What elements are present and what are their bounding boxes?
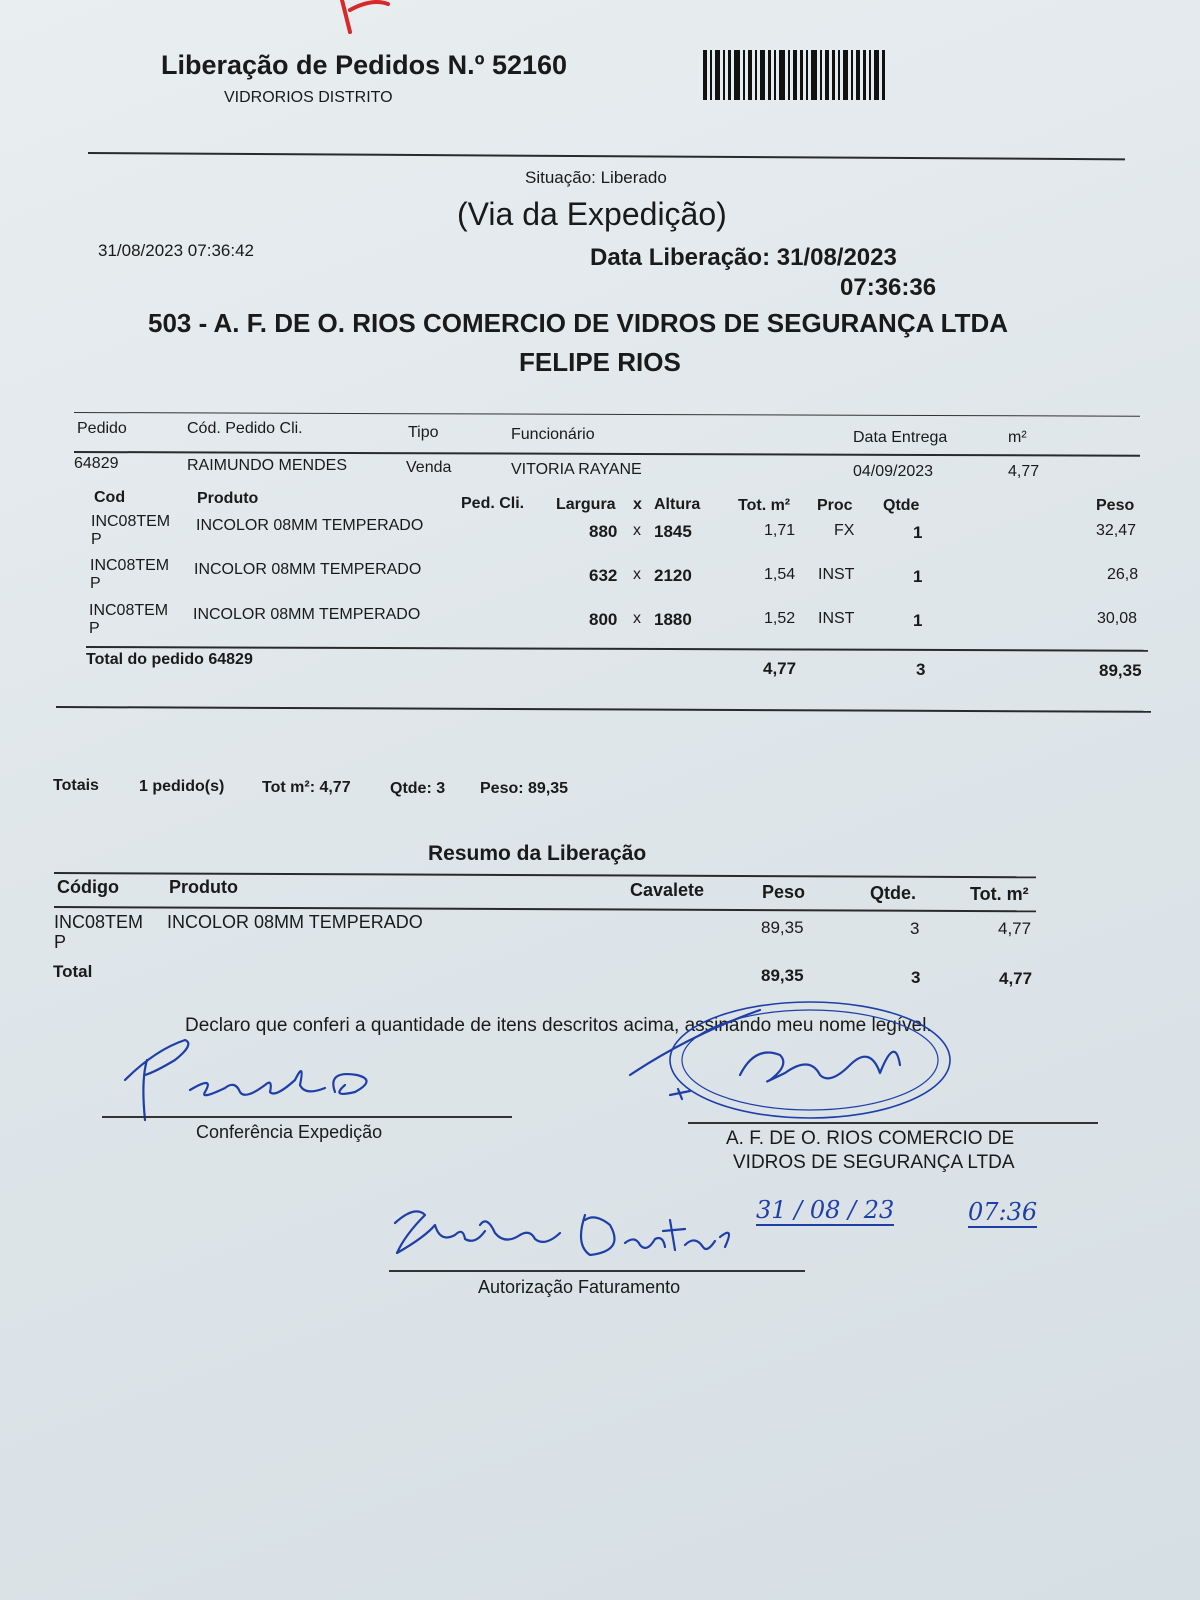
release-date: Data Liberação: 31/08/2023: [590, 244, 897, 271]
autorizacao-label: Autorização Faturamento: [478, 1277, 681, 1297]
status-label: Situação: Liberado: [525, 168, 667, 187]
order-tipo: Venda: [406, 459, 452, 476]
item-header-ped-cli: Ped. Cli.: [461, 495, 525, 512]
resumo-header-produto: Produto: [169, 877, 238, 897]
order-total-qtde: 3: [916, 660, 926, 679]
item-row-2-tot-m2: 1,54: [764, 566, 796, 583]
totais-label: Totais: [53, 777, 99, 794]
handwritten-time: 07:36: [968, 1198, 1038, 1226]
item-header-altura: Altura: [654, 496, 701, 513]
order-total-m2: 4,77: [763, 659, 797, 678]
client-contact: FELIPE RIOS: [519, 347, 681, 377]
document-title: Liberação de Pedidos N.º 52160: [161, 50, 568, 80]
declaration-text: Declaro que conferi a quantidade de itens descritos acima, assinando meu nome legível.: [185, 1015, 932, 1036]
resumo-header-tot-m2: Tot. m²: [970, 884, 1029, 904]
item-header-produto: Produto: [197, 490, 259, 507]
order-table-top-rule: [74, 412, 1140, 417]
empresa-name-line2: VIDROS DE SEGURANÇA LTDA: [733, 1152, 1015, 1173]
autorizacao-signature-line: [389, 1270, 805, 1272]
resumo-row-peso: 89,35: [761, 918, 804, 937]
col-header-pedido: Pedido: [77, 420, 127, 437]
barcode-icon: [703, 50, 885, 100]
resumo-title: Resumo da Liberação: [428, 842, 647, 865]
item-row-2-peso: 26,8: [1107, 566, 1139, 583]
resumo-header-cavalete: Cavalete: [630, 880, 705, 900]
item-row-2-qtde: 1: [913, 567, 923, 586]
company-name: VIDRORIOS DISTRITO: [224, 89, 393, 106]
item-row-1-proc: FX: [834, 522, 855, 539]
col-header-funcionario: Funcionário: [511, 426, 595, 443]
col-header-m2: m²: [1008, 429, 1027, 446]
item-header-largura: Largura: [556, 496, 616, 513]
release-time: 07:36:36: [840, 274, 937, 301]
item-row-2-altura: 2120: [654, 566, 692, 585]
resumo-total-tot-m2: 4,77: [999, 969, 1033, 988]
handwritten-date: 31 / 08 / 23: [756, 1196, 895, 1224]
totals-section-rule: [56, 706, 1151, 713]
item-row-1-tot-m2: 1,71: [764, 522, 796, 539]
item-row-3-cod: INC08TEM: [89, 602, 169, 619]
resumo-header-qtde: Qtde.: [870, 883, 917, 903]
header-divider: [88, 152, 1125, 160]
totais-pedidos: 1 pedido(s): [139, 778, 225, 795]
item-row-3-proc: INST: [818, 610, 855, 627]
item-header-qtde: Qtde: [883, 497, 920, 514]
item-row-3-peso: 30,08: [1097, 610, 1138, 627]
resumo-header-codigo: Código: [57, 877, 119, 897]
resumo-row-produto: INCOLOR 08MM TEMPERADO: [167, 912, 423, 932]
resumo-total-peso: 89,35: [761, 966, 804, 985]
item-row-2-cod: INC08TEM: [90, 557, 170, 574]
item-row-3-qtde: 1: [913, 611, 923, 630]
resumo-row-tot-m2: 4,77: [998, 919, 1032, 938]
item-row-1-x: x: [633, 522, 641, 539]
order-funcionario: VITORIA RAYANE: [511, 461, 642, 478]
item-header-cod: Cod: [94, 489, 126, 506]
order-m2: 4,77: [1008, 463, 1040, 480]
item-row-1-produto: INCOLOR 08MM TEMPERADO: [196, 517, 424, 534]
item-row-2-cod-cont: P: [90, 575, 101, 592]
order-pedido: 64829: [74, 455, 119, 472]
item-header-x: x: [633, 496, 642, 513]
item-row-2-produto: INCOLOR 08MM TEMPERADO: [194, 561, 422, 578]
signature-paulo: [95, 1030, 425, 1130]
col-header-tipo: Tipo: [408, 424, 439, 441]
signature-vitoria-dantas: [385, 1195, 745, 1275]
company-stamp-signature: [610, 995, 970, 1135]
col-header-data-entrega: Data Entrega: [853, 429, 948, 446]
item-row-1-cod: INC08TEM: [91, 513, 171, 530]
item-row-3-largura: 800: [589, 610, 618, 629]
item-row-3-tot-m2: 1,52: [764, 610, 796, 627]
totais-tot-m2: Tot m²: 4,77: [262, 779, 351, 796]
order-data-entrega: 04/09/2023: [853, 463, 934, 480]
item-row-3-altura: 1880: [654, 610, 692, 629]
item-row-1-largura: 880: [589, 522, 618, 541]
item-header-proc: Proc: [817, 497, 853, 514]
item-row-1-altura: 1845: [654, 522, 692, 541]
item-row-3-produto: INCOLOR 08MM TEMPERADO: [193, 606, 421, 623]
item-row-3-cod-cont: P: [89, 620, 100, 637]
item-row-2-largura: 632: [589, 566, 618, 585]
resumo-row-codigo-cont: P: [54, 932, 67, 952]
empresa-signature-line: [688, 1122, 1098, 1124]
totais-peso: Peso: 89,35: [480, 780, 569, 797]
item-row-2-proc: INST: [818, 566, 855, 583]
item-row-3-x: x: [633, 610, 641, 627]
resumo-row-qtde: 3: [910, 919, 920, 938]
resumo-total-label: Total: [53, 962, 93, 981]
resumo-header-peso: Peso: [762, 882, 806, 902]
resumo-total-qtde: 3: [911, 968, 921, 987]
print-datetime: 31/08/2023 07:36:42: [98, 241, 254, 260]
client-name: 503 - A. F. DE O. RIOS COMERCIO DE VIDROS DE SEGURANÇA LTDA: [148, 308, 1009, 338]
item-row-1-qtde: 1: [913, 523, 923, 542]
order-total-label: Total do pedido 64829: [86, 651, 253, 668]
item-row-1-cod-cont: P: [91, 531, 102, 548]
via-label: (Via da Expedição): [457, 196, 727, 232]
order-cod-pedido-cli: RAIMUNDO MENDES: [187, 457, 348, 474]
red-pen-mark: [320, 0, 400, 40]
empresa-name-line1: A. F. DE O. RIOS COMERCIO DE: [726, 1128, 1015, 1149]
item-row-1-peso: 32,47: [1096, 522, 1137, 539]
item-header-peso: Peso: [1096, 497, 1135, 514]
conferencia-signature-line: [102, 1116, 512, 1118]
item-row-2-x: x: [633, 566, 641, 583]
item-header-tot-m2: Tot. m²: [738, 497, 791, 514]
order-table-header-rule: [74, 451, 1140, 457]
totais-qtde: Qtde: 3: [390, 780, 446, 797]
col-header-cod-pedido-cli: Cód. Pedido Cli.: [187, 420, 303, 437]
resumo-row-codigo: INC08TEM: [54, 912, 144, 932]
conferencia-label: Conferência Expedição: [196, 1122, 383, 1142]
order-total-peso: 89,35: [1099, 661, 1142, 680]
